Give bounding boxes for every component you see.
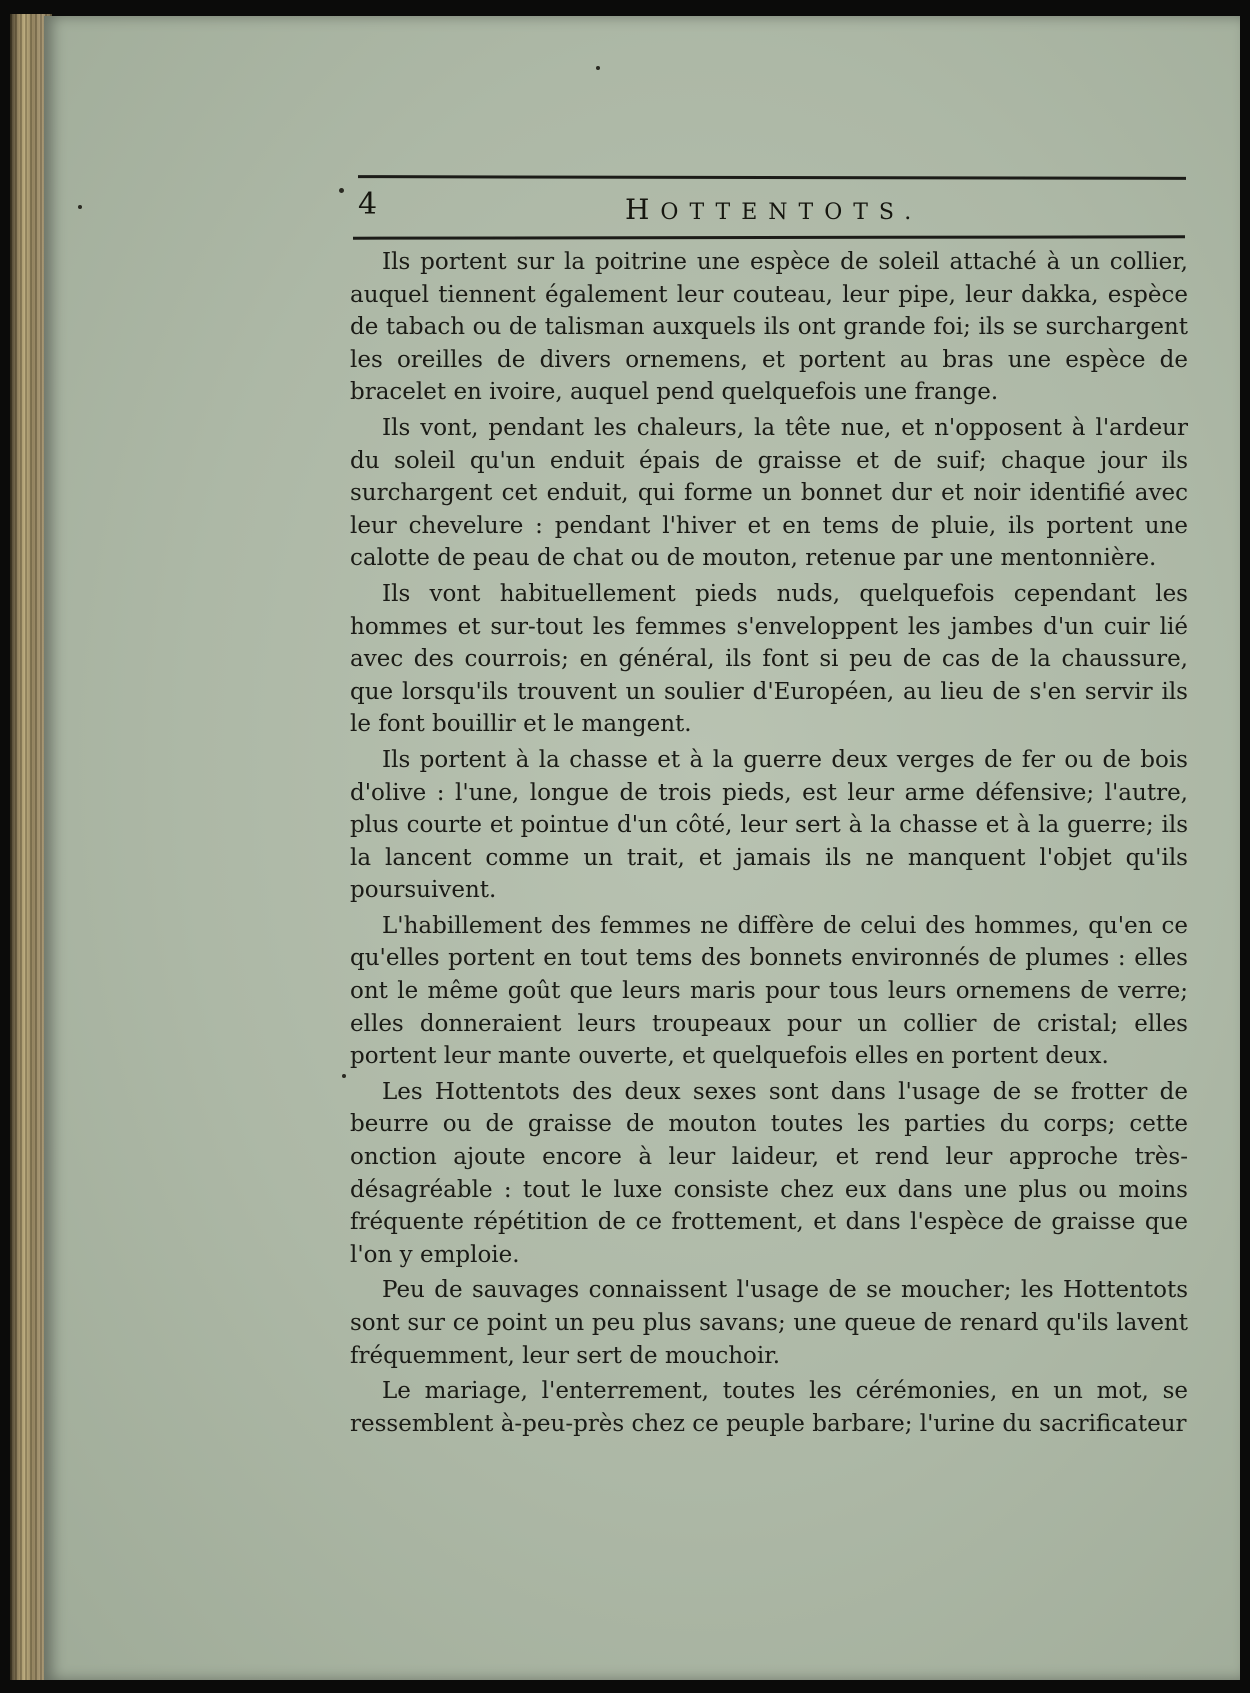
running-head-rest: OTTENTOTS. [660,200,923,225]
page-number: 4 [358,187,378,222]
running-head [625,193,923,226]
paragraph: Peu de sauvages connaissent l'usage de se moucher; les Hottentots sont sur ce point un peu plus savans; une queue de renard qu'ils lavent fréquemment, leur sert de mouchoir. [350,1277,1188,1369]
paragraph: Le mariage, l'enterrement, toutes les cérémonies, en un mot, se ressemblent à-peu-près chez ce peuple barbare; l'urine du sacrificateur [350,1378,1188,1437]
ink-speck [339,188,344,193]
ink-speck [78,205,82,209]
paragraph: L'habillement des femmes ne diffère de celui des hommes, qu'en ce qu'elles portent en tout tems des bonnets environnés de plumes : elles ont le même goût que leurs maris pour tous leurs ornemens de verre; elles donneraient leurs troupeaux pour un collier de cristal; elles portent leur mante ouverte, et quelquefois elles en portent deux. [350,912,1188,1070]
body-text [350,246,1188,1443]
paragraph: Les Hottentots des deux sexes sont dans l'usage de se frotter de beurre ou de graisse de mouton toutes les parties du corps; cette onction ajoute encore à leur laideur, et rend leur approche très-désagréable : tout le luxe consiste chez eux dans une plus ou moins fréquente répétition de ce frottement, et dans l'espèce de graisse que l'on y emploie. [350,1078,1188,1268]
ink-speck [342,1074,346,1078]
paragraph: Ils vont, pendant les chaleurs, la tête nue, et n'opposent à l'ardeur du soleil qu'un enduit épais de graisse et de suif; chaque jour ils surchargent cet enduit, qui forme un bonnet dur et noir identifié avec leur chevelure : pendant l'hiver et en tems de pluie, ils portent une calotte de peau de chat ou de mouton, retenue par une mentonnière. [350,414,1188,572]
paragraph: Ils portent à la chasse et à la guerre deux verges de fer ou de bois d'olive : l'une, longue de trois pieds, est leur arme défensive; l'autre, plus courte et pointue d'un côté, leur sert à la chasse et à la guerre; ils la lancent comme un trait, et jamais ils ne manquent l'objet qu'ils poursuivent. [350,746,1188,904]
paragraph: Ils portent sur la poitrine une espèce de soleil attaché à un collier, auquel tiennent également leur couteau, leur pipe, leur dakka, espèce de tabach ou de talisman auxquels ils ont grande foi; ils se surchargent les oreilles de divers ornemens, et portent au bras une espèce de bracelet en ivoire, auquel pend quelquefois une frange. [350,249,1188,406]
paragraph: Ils vont habituellement pieds nuds, quelquefois cependant les hommes et sur-tout les femmes s'enveloppent les jambes d'un cuir lié avec des courrois; en général, ils font si peu de cas de la chaussure, que lorsqu'ils trouvent un soulier d'Européen, au lieu de s'en servir ils le font bouillir et le mangent. [350,580,1188,738]
running-head-initial: H [625,193,661,226]
ink-speck [596,66,600,70]
